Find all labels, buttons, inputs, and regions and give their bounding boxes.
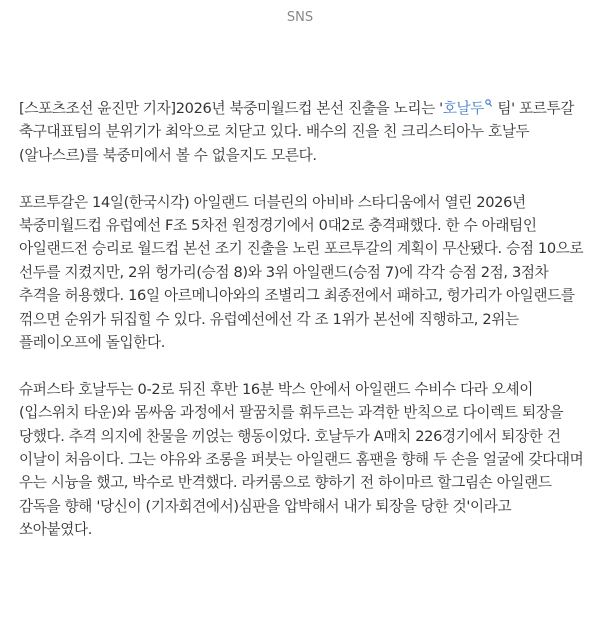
keyword-text: 호날두 <box>442 100 485 117</box>
article-paragraph-2: 포르투갈은 14일(한국시각) 아일랜드 더블린의 아비바 스타디움에서 열린 2026년 북중미월드컵 유럽예선 F조 5차전 원정경기에서 0대2로 충격패했다. 한 수 아래팀인 아일랜드전 승리로 월드컵 본선 조기 진출을 노린 포르투갈의 계획이 무산됐다. 승점 10으로 선두를 지켰지만, 2위 헝가리(승점 8)와 3위 아일랜드(승점 7)에 각각 승점 2점, 3점차 추격을 허용했다. 16일 아르메니아와의 조별리그 최종전에서 패하고, 헝가리가 아일랜드를 꺾으면 순위가 뒤집힐 수 있다. 유럽예선에선 각 조 1위가 본선에 직행하고, 2위는 플레이오프에 돌입한다. <box>19 193 584 352</box>
article-paragraph-1 <box>19 97 588 167</box>
image-caption: SNS <box>286 10 314 25</box>
paragraph-1-before: [스포츠조선 윤진만 기자]2026년 북중미월드컵 본선 진출을 노리는 ' <box>19 100 443 117</box>
keyword-link-ronaldo[interactable] <box>443 100 493 117</box>
article-body <box>19 97 588 542</box>
search-icon <box>485 99 492 107</box>
article-paragraph-3: 슈퍼스타 호날두는 0-2로 뒤진 후반 16분 박스 안에서 아일랜드 수비수 다라 오셰이(입스위치 타운)와 몸싸움 과정에서 팔꿈치를 휘두르는 과격한 반칙으로 다이렉트 퇴장을 당했다. 추격 의지에 찬물을 끼얹는 행동이었다. 호날두가 A매치 226경기에서 퇴장한 건 이날이 처음이다. 그는 야유와 조롱을 퍼붓는 아일랜드 홈팬을 향해 두 손을 얼굴에 갖다대며 우는 시늉을 했고, 박수로 반격했다. 라커룸으로 향하기 전 하이마르 할그림손 아일랜드 감독을 향해 '당신이 (기자회견에서)심판을 압박해서 내가 퇴장을 당한 것'이라고 쏘아붙였다. <box>19 380 584 539</box>
paragraph-1-after: 팀' 포르투갈 축구대표팀의 분위기가 최악으로 치닫고 있다. 배수의 진을 친 크리스티아누 호날두(알나스르)를 북중미에서 볼 수 없을지도 모른다. <box>19 100 575 164</box>
